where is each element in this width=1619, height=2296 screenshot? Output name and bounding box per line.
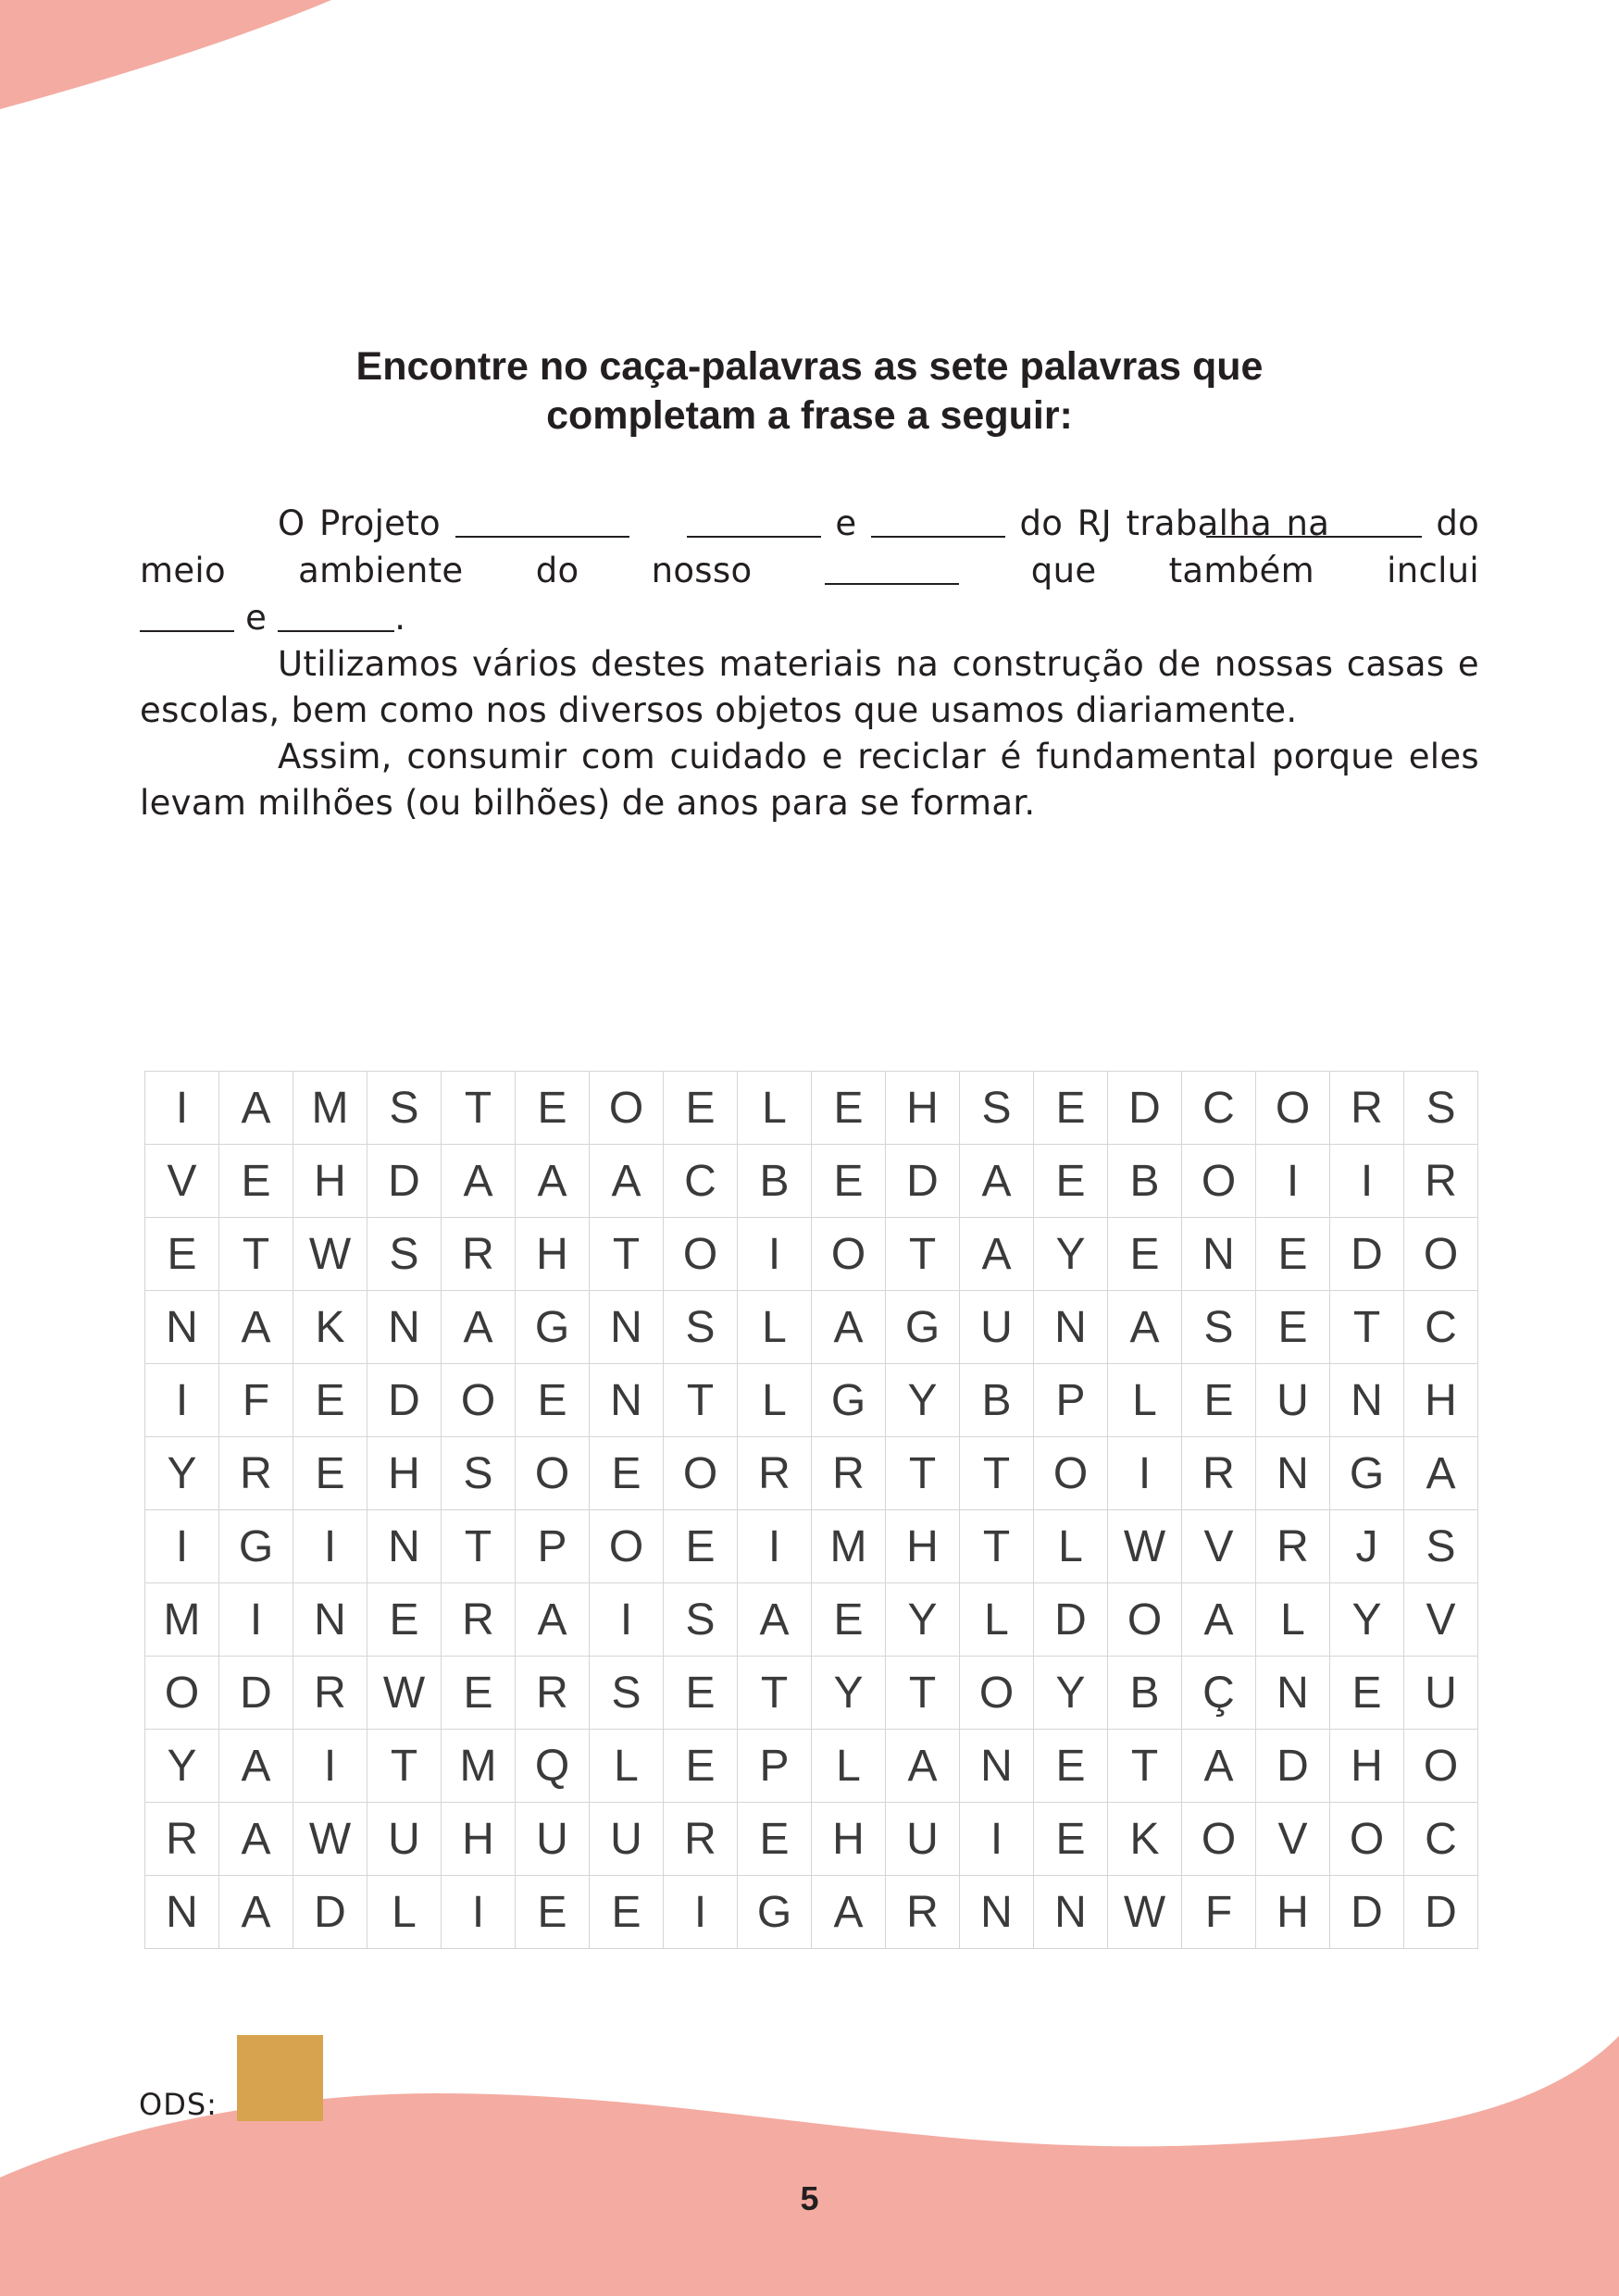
grid-cell[interactable]: L bbox=[738, 1072, 812, 1145]
grid-cell[interactable]: D bbox=[367, 1364, 442, 1437]
grid-cell[interactable]: C bbox=[1404, 1803, 1478, 1876]
exercise-text bbox=[140, 500, 1479, 826]
grid-cell[interactable]: D bbox=[293, 1876, 367, 1949]
grid-cell[interactable]: M bbox=[812, 1510, 886, 1583]
grid-cell[interactable]: O bbox=[590, 1072, 664, 1145]
ods-label: ODS: bbox=[139, 2087, 218, 2122]
grid-row bbox=[145, 1072, 1478, 1145]
grid-cell[interactable]: A bbox=[960, 1145, 1034, 1218]
grid-cell[interactable]: S bbox=[1182, 1291, 1256, 1364]
grid-cell[interactable]: J bbox=[1330, 1510, 1404, 1583]
grid-cell[interactable]: O bbox=[145, 1657, 219, 1730]
grid-cell[interactable]: B bbox=[1108, 1657, 1182, 1730]
grid-cell[interactable]: S bbox=[664, 1291, 738, 1364]
grid-cell[interactable]: E bbox=[219, 1145, 293, 1218]
text-fragment: do RJ trabalha na bbox=[1019, 503, 1330, 543]
grid-cell[interactable]: C bbox=[1182, 1072, 1256, 1145]
grid-cell[interactable]: N bbox=[367, 1291, 442, 1364]
grid-cell[interactable]: A bbox=[219, 1730, 293, 1803]
grid-cell[interactable]: N bbox=[590, 1291, 664, 1364]
grid-cell[interactable]: R bbox=[145, 1803, 219, 1876]
grid-cell[interactable]: A bbox=[1182, 1730, 1256, 1803]
grid-cell[interactable]: S bbox=[367, 1218, 442, 1291]
grid-row bbox=[145, 1657, 1478, 1730]
grid-cell[interactable]: E bbox=[1034, 1145, 1108, 1218]
text-fragment: que também inclui bbox=[1030, 550, 1479, 590]
grid-cell[interactable]: T bbox=[1108, 1730, 1182, 1803]
paragraph-2: Utilizamos vários destes materiais na construção de nossas casas e escolas, bem como nos diversos objetos que usamos diariamente. bbox=[140, 643, 1479, 730]
grid-cell[interactable]: G bbox=[886, 1291, 960, 1364]
grid-cell[interactable]: R bbox=[886, 1876, 960, 1949]
grid-cell[interactable]: I bbox=[738, 1218, 812, 1291]
grid-cell[interactable]: D bbox=[367, 1145, 442, 1218]
grid-cell[interactable]: T bbox=[219, 1218, 293, 1291]
grid-cell[interactable]: T bbox=[664, 1364, 738, 1437]
grid-cell[interactable]: T bbox=[886, 1437, 960, 1510]
grid-cell[interactable]: A bbox=[219, 1803, 293, 1876]
grid-cell[interactable]: E bbox=[1034, 1803, 1108, 1876]
grid-cell[interactable]: O bbox=[442, 1364, 516, 1437]
grid-cell[interactable]: R bbox=[1404, 1145, 1478, 1218]
grid-cell[interactable]: V bbox=[1404, 1583, 1478, 1657]
grid-cell[interactable]: W bbox=[367, 1657, 442, 1730]
grid-cell[interactable]: S bbox=[590, 1657, 664, 1730]
grid-cell[interactable]: I bbox=[293, 1730, 367, 1803]
grid-cell[interactable]: A bbox=[590, 1145, 664, 1218]
grid-cell[interactable]: S bbox=[1404, 1072, 1478, 1145]
answer-blank-7[interactable] bbox=[278, 594, 394, 632]
grid-row bbox=[145, 1145, 1478, 1218]
grid-cell[interactable]: E bbox=[1034, 1730, 1108, 1803]
grid-cell[interactable]: Y bbox=[886, 1583, 960, 1657]
grid-cell[interactable]: H bbox=[1330, 1730, 1404, 1803]
grid-cell[interactable]: I bbox=[219, 1583, 293, 1657]
grid-cell[interactable]: T bbox=[590, 1218, 664, 1291]
word-search-grid[interactable] bbox=[144, 1071, 1478, 1949]
title-line-2: completam a frase a seguir: bbox=[546, 393, 1073, 438]
grid-cell[interactable]: E bbox=[664, 1730, 738, 1803]
grid-cell[interactable]: Y bbox=[145, 1730, 219, 1803]
grid-row bbox=[145, 1291, 1478, 1364]
grid-cell[interactable]: H bbox=[442, 1803, 516, 1876]
grid-cell[interactable]: H bbox=[1256, 1876, 1330, 1949]
grid-cell[interactable]: A bbox=[1404, 1437, 1478, 1510]
grid-cell[interactable]: O bbox=[1034, 1437, 1108, 1510]
grid-cell[interactable]: D bbox=[219, 1657, 293, 1730]
grid-cell[interactable]: W bbox=[293, 1803, 367, 1876]
grid-cell[interactable]: N bbox=[1034, 1876, 1108, 1949]
grid-cell[interactable]: G bbox=[812, 1364, 886, 1437]
grid-cell[interactable]: N bbox=[1182, 1218, 1256, 1291]
grid-cell[interactable]: E bbox=[516, 1364, 590, 1437]
grid-cell[interactable]: A bbox=[219, 1072, 293, 1145]
grid-cell[interactable]: O bbox=[1404, 1218, 1478, 1291]
grid-cell[interactable]: D bbox=[1404, 1876, 1478, 1949]
text-fragment: O Projeto bbox=[278, 503, 441, 543]
grid-cell[interactable]: R bbox=[442, 1583, 516, 1657]
page-number: 5 bbox=[800, 2179, 819, 2217]
grid-cell[interactable]: I bbox=[1330, 1145, 1404, 1218]
grid-cell[interactable]: Y bbox=[812, 1657, 886, 1730]
grid-cell[interactable]: P bbox=[1034, 1364, 1108, 1437]
grid-cell[interactable]: O bbox=[516, 1437, 590, 1510]
grid-cell[interactable]: N bbox=[960, 1876, 1034, 1949]
grid-cell[interactable]: N bbox=[1256, 1657, 1330, 1730]
grid-cell[interactable]: E bbox=[590, 1876, 664, 1949]
grid-cell[interactable]: H bbox=[886, 1072, 960, 1145]
grid-cell[interactable]: D bbox=[1330, 1218, 1404, 1291]
grid-cell[interactable]: Y bbox=[1330, 1583, 1404, 1657]
grid-cell[interactable]: T bbox=[886, 1218, 960, 1291]
grid-cell[interactable]: K bbox=[1108, 1803, 1182, 1876]
grid-cell[interactable]: E bbox=[812, 1145, 886, 1218]
grid-cell[interactable]: E bbox=[664, 1510, 738, 1583]
grid-cell[interactable]: E bbox=[738, 1803, 812, 1876]
grid-cell[interactable]: R bbox=[1256, 1510, 1330, 1583]
grid-cell[interactable]: T bbox=[367, 1730, 442, 1803]
grid-row bbox=[145, 1730, 1478, 1803]
grid-cell[interactable]: O bbox=[664, 1218, 738, 1291]
grid-cell[interactable]: M bbox=[145, 1583, 219, 1657]
grid-cell[interactable]: A bbox=[516, 1145, 590, 1218]
grid-cell[interactable]: L bbox=[960, 1583, 1034, 1657]
grid-cell[interactable]: D bbox=[1108, 1072, 1182, 1145]
grid-cell[interactable]: O bbox=[590, 1510, 664, 1583]
grid-cell[interactable]: I bbox=[1256, 1145, 1330, 1218]
grid-cell[interactable]: L bbox=[812, 1730, 886, 1803]
grid-row bbox=[145, 1510, 1478, 1583]
grid-cell[interactable]: R bbox=[1330, 1072, 1404, 1145]
grid-cell[interactable]: P bbox=[516, 1510, 590, 1583]
grid-cell[interactable]: R bbox=[516, 1657, 590, 1730]
text-fragment: do meio ambiente do nosso bbox=[140, 503, 1480, 590]
grid-cell[interactable]: M bbox=[442, 1730, 516, 1803]
grid-cell[interactable]: K bbox=[293, 1291, 367, 1364]
grid-cell[interactable]: F bbox=[1182, 1876, 1256, 1949]
grid-cell[interactable]: U bbox=[886, 1803, 960, 1876]
grid-cell[interactable]: D bbox=[1256, 1730, 1330, 1803]
grid-cell[interactable]: E bbox=[516, 1876, 590, 1949]
grid-cell[interactable]: S bbox=[960, 1072, 1034, 1145]
grid-cell[interactable]: W bbox=[1108, 1876, 1182, 1949]
answer-blank-2[interactable] bbox=[687, 500, 821, 538]
grid-cell[interactable]: L bbox=[738, 1291, 812, 1364]
grid-cell[interactable]: N bbox=[1256, 1437, 1330, 1510]
answer-blank-1[interactable] bbox=[455, 500, 629, 538]
grid-cell[interactable]: H bbox=[886, 1510, 960, 1583]
exercise-title bbox=[0, 342, 1619, 441]
grid-cell[interactable]: I bbox=[293, 1510, 367, 1583]
grid-cell[interactable]: A bbox=[812, 1291, 886, 1364]
grid-cell[interactable]: G bbox=[516, 1291, 590, 1364]
grid-cell[interactable]: B bbox=[960, 1364, 1034, 1437]
grid-cell[interactable]: I bbox=[590, 1583, 664, 1657]
grid-cell[interactable]: E bbox=[145, 1218, 219, 1291]
grid-cell[interactable]: E bbox=[1182, 1364, 1256, 1437]
grid-cell[interactable]: O bbox=[1404, 1730, 1478, 1803]
grid-row bbox=[145, 1364, 1478, 1437]
grid-cell[interactable]: M bbox=[293, 1072, 367, 1145]
grid-cell[interactable]: T bbox=[738, 1657, 812, 1730]
grid-cell[interactable]: U bbox=[1256, 1364, 1330, 1437]
grid-cell[interactable]: G bbox=[738, 1876, 812, 1949]
grid-cell[interactable]: L bbox=[1108, 1364, 1182, 1437]
grid-cell[interactable]: E bbox=[590, 1437, 664, 1510]
grid-cell[interactable]: V bbox=[1182, 1510, 1256, 1583]
grid-cell[interactable]: R bbox=[812, 1437, 886, 1510]
grid-cell[interactable]: N bbox=[590, 1364, 664, 1437]
grid-cell[interactable]: Y bbox=[1034, 1657, 1108, 1730]
grid-cell[interactable]: L bbox=[367, 1876, 442, 1949]
grid-cell[interactable]: T bbox=[442, 1072, 516, 1145]
grid-cell[interactable]: E bbox=[1034, 1072, 1108, 1145]
grid-cell[interactable]: E bbox=[293, 1437, 367, 1510]
grid-cell[interactable]: T bbox=[960, 1437, 1034, 1510]
answer-blank-4[interactable] bbox=[1206, 500, 1422, 538]
grid-cell[interactable]: N bbox=[1330, 1364, 1404, 1437]
grid-cell[interactable]: H bbox=[516, 1218, 590, 1291]
grid-cell[interactable]: T bbox=[1330, 1291, 1404, 1364]
grid-cell[interactable]: G bbox=[1330, 1437, 1404, 1510]
grid-cell[interactable]: F bbox=[219, 1364, 293, 1437]
grid-cell[interactable]: R bbox=[219, 1437, 293, 1510]
grid-cell[interactable]: I bbox=[1108, 1437, 1182, 1510]
grid-cell[interactable]: A bbox=[886, 1730, 960, 1803]
grid-cell[interactable]: D bbox=[886, 1145, 960, 1218]
grid-cell[interactable]: U bbox=[516, 1803, 590, 1876]
grid-cell[interactable]: I bbox=[664, 1876, 738, 1949]
grid-cell[interactable]: Y bbox=[145, 1437, 219, 1510]
grid-cell[interactable]: E bbox=[664, 1657, 738, 1730]
answer-blank-5[interactable] bbox=[825, 547, 959, 585]
grid-cell[interactable]: L bbox=[1256, 1583, 1330, 1657]
grid-cell[interactable]: A bbox=[960, 1218, 1034, 1291]
answer-blank-6[interactable] bbox=[140, 594, 234, 632]
grid-row bbox=[145, 1583, 1478, 1657]
grid-cell[interactable]: U bbox=[960, 1291, 1034, 1364]
grid-cell[interactable]: G bbox=[219, 1510, 293, 1583]
grid-cell[interactable]: Q bbox=[516, 1730, 590, 1803]
grid-cell[interactable]: I bbox=[738, 1510, 812, 1583]
grid-cell[interactable]: H bbox=[293, 1145, 367, 1218]
grid-cell[interactable]: C bbox=[1404, 1291, 1478, 1364]
grid-cell[interactable]: T bbox=[960, 1510, 1034, 1583]
grid-cell[interactable]: L bbox=[590, 1730, 664, 1803]
grid-cell[interactable]: E bbox=[1330, 1657, 1404, 1730]
grid-cell[interactable]: A bbox=[442, 1291, 516, 1364]
text-fragment: e bbox=[245, 597, 268, 638]
grid-cell[interactable]: W bbox=[293, 1218, 367, 1291]
grid-cell[interactable]: S bbox=[1404, 1510, 1478, 1583]
grid-cell[interactable]: D bbox=[1034, 1583, 1108, 1657]
grid-cell[interactable]: O bbox=[1108, 1583, 1182, 1657]
grid-cell[interactable]: E bbox=[1256, 1291, 1330, 1364]
grid-cell[interactable]: L bbox=[738, 1364, 812, 1437]
grid-cell[interactable]: P bbox=[738, 1730, 812, 1803]
grid-cell[interactable]: A bbox=[1108, 1291, 1182, 1364]
top-left-wave bbox=[0, 0, 331, 109]
grid-cell[interactable]: E bbox=[367, 1583, 442, 1657]
grid-cell[interactable]: Y bbox=[886, 1364, 960, 1437]
grid-row bbox=[145, 1876, 1478, 1949]
grid-cell[interactable]: S bbox=[664, 1583, 738, 1657]
grid-cell[interactable]: I bbox=[145, 1364, 219, 1437]
grid-cell[interactable]: A bbox=[219, 1876, 293, 1949]
grid-cell[interactable]: Ç bbox=[1182, 1657, 1256, 1730]
grid-cell[interactable]: N bbox=[1034, 1291, 1108, 1364]
grid-cell[interactable]: O bbox=[1330, 1803, 1404, 1876]
grid-cell[interactable]: E bbox=[442, 1657, 516, 1730]
grid-row bbox=[145, 1437, 1478, 1510]
grid-cell[interactable]: R bbox=[664, 1803, 738, 1876]
grid-cell[interactable]: O bbox=[960, 1657, 1034, 1730]
grid-cell[interactable]: I bbox=[960, 1803, 1034, 1876]
grid-cell[interactable]: E bbox=[664, 1072, 738, 1145]
grid-cell[interactable]: V bbox=[1256, 1803, 1330, 1876]
grid-cell[interactable]: I bbox=[442, 1876, 516, 1949]
grid-cell[interactable]: E bbox=[812, 1072, 886, 1145]
grid-cell[interactable]: O bbox=[1256, 1072, 1330, 1145]
grid-cell[interactable]: A bbox=[516, 1583, 590, 1657]
grid-cell[interactable]: H bbox=[367, 1437, 442, 1510]
grid-cell[interactable]: N bbox=[145, 1291, 219, 1364]
grid-cell[interactable]: A bbox=[738, 1583, 812, 1657]
fill-in-paragraph bbox=[140, 500, 1479, 594]
grid-cell[interactable]: E bbox=[516, 1072, 590, 1145]
grid-cell[interactable]: N bbox=[960, 1730, 1034, 1803]
grid-cell[interactable]: U bbox=[367, 1803, 442, 1876]
grid-cell[interactable]: R bbox=[1182, 1437, 1256, 1510]
grid-cell[interactable]: E bbox=[293, 1364, 367, 1437]
grid-cell[interactable]: S bbox=[442, 1437, 516, 1510]
grid-cell[interactable]: E bbox=[812, 1583, 886, 1657]
grid-cell[interactable]: A bbox=[1182, 1583, 1256, 1657]
grid-cell[interactable]: A bbox=[442, 1145, 516, 1218]
ods-badge bbox=[237, 2035, 323, 2121]
grid-cell[interactable]: R bbox=[442, 1218, 516, 1291]
grid-row bbox=[145, 1218, 1478, 1291]
grid-cell[interactable]: H bbox=[1404, 1364, 1478, 1437]
title-line-1: Encontre no caça-palavras as sete palavras que bbox=[355, 344, 1264, 389]
grid-cell[interactable]: V bbox=[145, 1145, 219, 1218]
grid-cell[interactable]: N bbox=[293, 1583, 367, 1657]
grid-cell[interactable]: B bbox=[1108, 1145, 1182, 1218]
grid-cell[interactable]: R bbox=[738, 1437, 812, 1510]
grid-cell[interactable]: H bbox=[812, 1803, 886, 1876]
grid-cell[interactable]: T bbox=[886, 1657, 960, 1730]
grid-cell[interactable]: I bbox=[145, 1072, 219, 1145]
grid-cell[interactable]: L bbox=[1034, 1510, 1108, 1583]
grid-cell[interactable]: I bbox=[145, 1510, 219, 1583]
grid-cell[interactable]: A bbox=[219, 1291, 293, 1364]
grid-cell[interactable]: C bbox=[664, 1145, 738, 1218]
grid-cell[interactable]: T bbox=[442, 1510, 516, 1583]
grid-cell[interactable]: U bbox=[590, 1803, 664, 1876]
grid-cell[interactable]: S bbox=[367, 1072, 442, 1145]
fill-in-paragraph-end bbox=[140, 594, 1479, 641]
grid-cell[interactable]: D bbox=[1330, 1876, 1404, 1949]
text-fragment: . bbox=[394, 597, 406, 638]
answer-blank-3[interactable] bbox=[871, 500, 1005, 538]
grid-cell[interactable]: O bbox=[664, 1437, 738, 1510]
grid-cell[interactable]: O bbox=[1182, 1145, 1256, 1218]
grid-cell[interactable]: A bbox=[812, 1876, 886, 1949]
grid-cell[interactable]: W bbox=[1108, 1510, 1182, 1583]
grid-cell[interactable]: Y bbox=[1034, 1218, 1108, 1291]
grid-cell[interactable]: N bbox=[145, 1876, 219, 1949]
grid-cell[interactable]: R bbox=[293, 1657, 367, 1730]
grid-cell[interactable]: N bbox=[367, 1510, 442, 1583]
grid-cell[interactable]: O bbox=[812, 1218, 886, 1291]
grid-cell[interactable]: E bbox=[1256, 1218, 1330, 1291]
grid-cell[interactable]: B bbox=[738, 1145, 812, 1218]
text-fragment: e bbox=[835, 503, 857, 543]
grid-row bbox=[145, 1803, 1478, 1876]
grid-cell[interactable]: U bbox=[1404, 1657, 1478, 1730]
paragraph-3: Assim, consumir com cuidado e reciclar é fundamental porque eles levam milhões (ou bilhões) de anos para se formar. bbox=[140, 736, 1479, 823]
grid-cell[interactable]: E bbox=[1108, 1218, 1182, 1291]
grid-cell[interactable]: O bbox=[1182, 1803, 1256, 1876]
